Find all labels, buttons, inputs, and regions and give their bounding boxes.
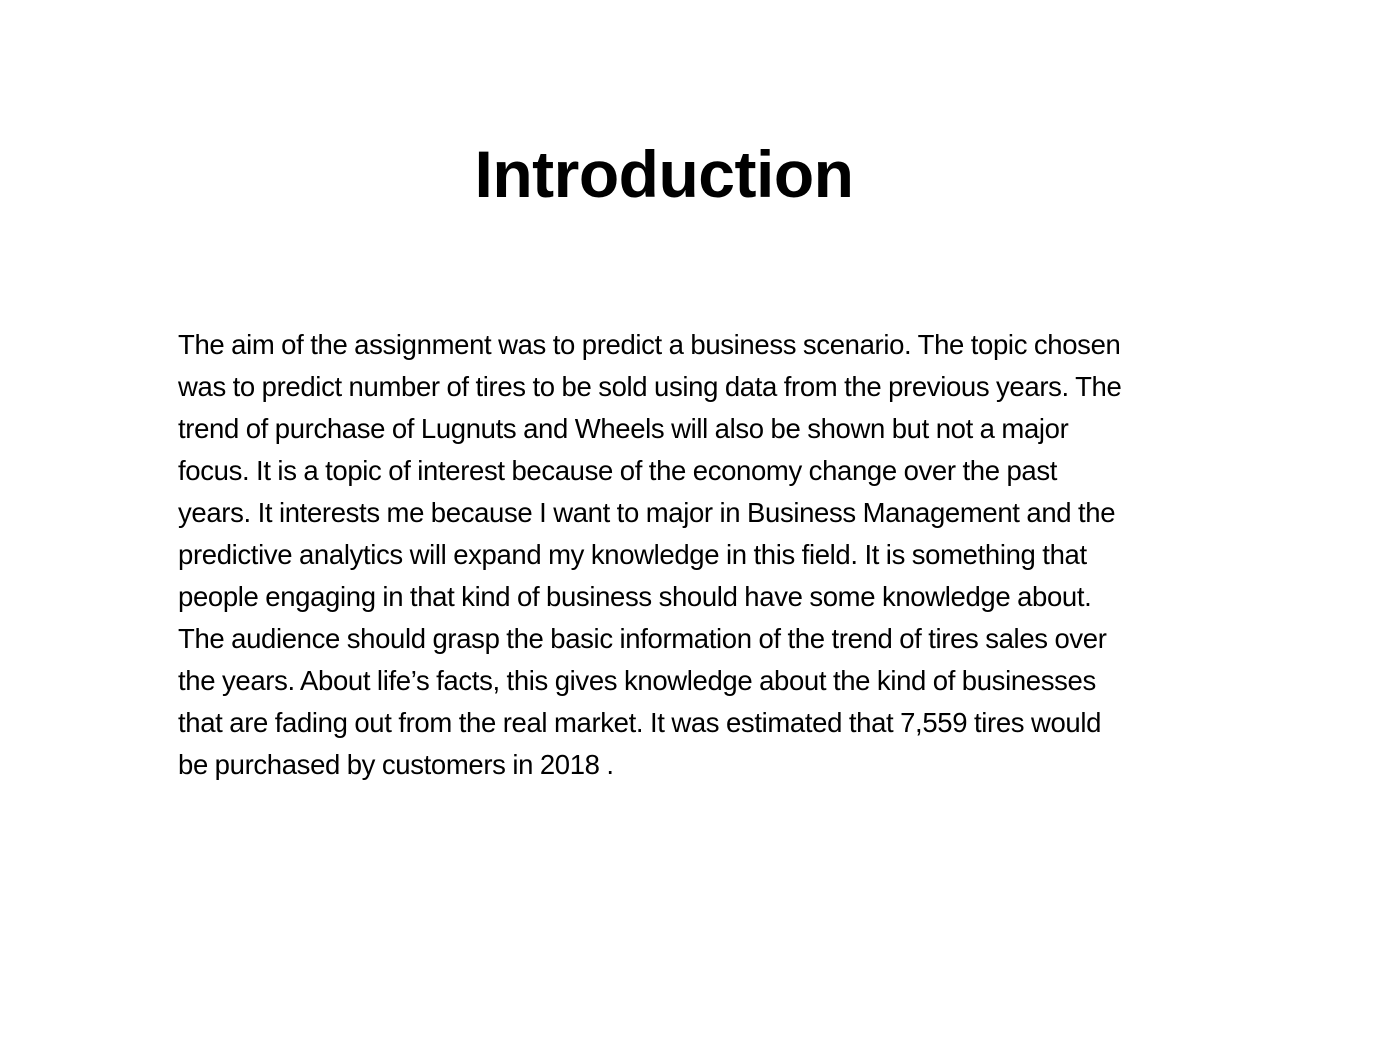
body-line: years. It interests me because I want to major in Business Management and the	[178, 497, 1116, 528]
body-line: the years. About life’s facts, this gives knowledge about the kind of businesses	[178, 665, 1096, 696]
body-line: trend of purchase of Lugnuts and Wheels will also be shown but not a major	[178, 413, 1069, 444]
body-line: focus. It is a topic of interest because of the economy change over the past	[178, 455, 1058, 486]
body-line: people engaging in that kind of business should have some knowledge about.	[178, 581, 1092, 612]
slide-body-text	[178, 324, 1336, 786]
body-line: be purchased by customers in 2018 .	[178, 749, 614, 780]
body-line: The audience should grasp the basic information of the trend of tires sales over	[178, 623, 1107, 654]
body-line: The aim of the assignment was to predict a business scenario. The topic chosen	[178, 329, 1121, 360]
slide-title: Introduction	[474, 137, 854, 211]
body-line: that are fading out from the real market. It was estimated that 7,559 tires would	[178, 707, 1102, 738]
body-line: was to predict number of tires to be sold using data from the previous years. The	[178, 371, 1122, 402]
body-line: predictive analytics will expand my knowledge in this field. It is something that	[178, 539, 1087, 570]
